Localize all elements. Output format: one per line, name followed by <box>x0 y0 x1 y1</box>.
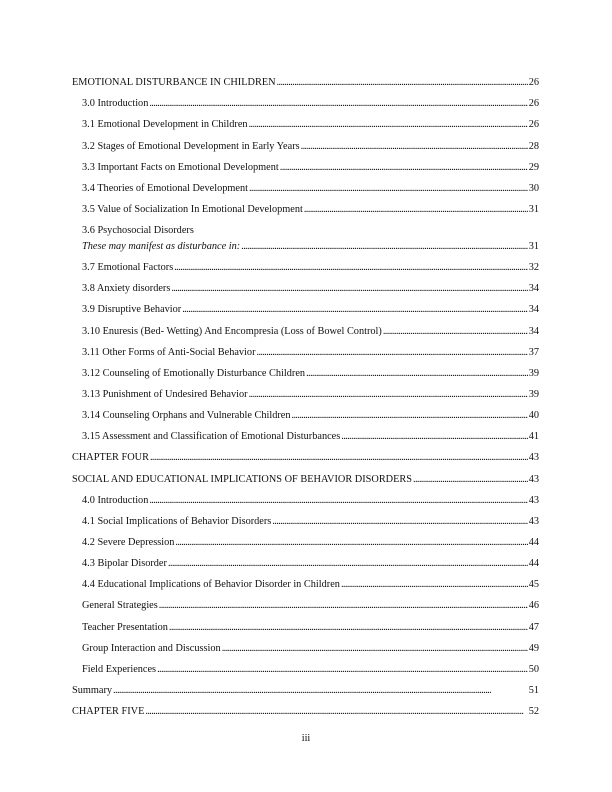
toc-entry-page: 32 <box>528 262 539 274</box>
toc-entry-title: 4.4 Educational Implications of Behavior Disorder in Children <box>82 579 340 591</box>
toc-entry-page: 41 <box>528 431 539 443</box>
toc-entry[interactable] <box>72 549 539 570</box>
toc-entry[interactable] <box>72 401 539 422</box>
toc-entry-page: 31 <box>528 240 539 252</box>
toc-entry-title: 3.13 Punishment of Undesired Behavior <box>82 388 248 400</box>
toc-entry[interactable] <box>72 676 539 697</box>
toc-entry-title: 3.8 Anxiety disorders <box>82 283 171 295</box>
dot-leader <box>222 643 528 655</box>
toc-entry[interactable] <box>72 486 539 507</box>
toc-entry-page: 29 <box>528 161 539 173</box>
toc-entry[interactable] <box>72 359 539 380</box>
dot-leader <box>171 283 527 295</box>
dot-leader <box>292 410 528 422</box>
toc-entry-page: 26 <box>528 77 539 89</box>
toc-entry-page: 31 <box>528 203 539 215</box>
toc-entry-title: 3.10 Enuresis (Bed- Wetting) And Encompresia (Loss of Bowel Control) <box>82 325 382 337</box>
toc-entry-title: SOCIAL AND EDUCATIONAL IMPLICATIONS OF BEHAVIOR DISORDERS <box>72 473 413 485</box>
toc-entry[interactable] <box>72 380 539 401</box>
toc-entry-title: 3.14 Counseling Orphans and Vulnerable Children <box>82 410 291 422</box>
dot-leader <box>341 431 527 443</box>
dot-leader <box>301 141 528 153</box>
toc-entry[interactable] <box>72 295 539 316</box>
toc-entry[interactable] <box>72 443 539 464</box>
toc-entry[interactable] <box>72 507 539 528</box>
toc-entry[interactable] <box>72 591 539 612</box>
toc-entry[interactable] <box>72 131 539 152</box>
toc-entry-page: 52 <box>528 706 539 718</box>
toc-entry-title: 3.12 Counseling of Emotionally Disturbance Children <box>82 367 306 379</box>
dot-leader <box>174 262 527 274</box>
toc-entry-title: Summary <box>72 684 113 696</box>
toc-entry-page: 34 <box>528 325 539 337</box>
toc-entry-title: Field Experiences <box>82 663 157 675</box>
toc-entry-title: EMOTIONAL DISTURBANCE IN CHILDREN <box>72 77 276 89</box>
dot-leader <box>168 558 528 570</box>
toc-entry[interactable] <box>72 68 539 89</box>
toc-entry-page: 44 <box>528 536 539 548</box>
dot-leader <box>175 537 527 549</box>
dot-leader <box>341 579 528 591</box>
toc-entry-subtitle: These may manifest as disturbance in: <box>82 240 241 252</box>
dot-leader <box>113 685 528 697</box>
toc-entry-title: Group Interaction and Discussion <box>82 642 221 654</box>
toc-entry-page: 47 <box>528 621 539 633</box>
toc-entry-title: 4.1 Social Implications of Behavior Disorders <box>82 515 272 527</box>
toc-entry[interactable] <box>72 253 539 274</box>
dot-leader <box>249 389 528 401</box>
toc-entry-page: 30 <box>528 182 539 194</box>
toc-entry-title: 3.11 Other Forms of Anti-Social Behavior <box>82 346 256 358</box>
toc-entry-page: 26 <box>528 98 539 110</box>
toc-entry-title: 4.0 Introduction <box>82 494 149 506</box>
toc-entry-title: 3.2 Stages of Emotional Development in Early Years <box>82 140 300 152</box>
toc-entry-title: 4.3 Bipolar Disorder <box>82 558 167 570</box>
toc-entry[interactable] <box>72 422 539 443</box>
toc-entry-title: 3.1 Emotional Development in Children <box>82 119 248 131</box>
dot-leader <box>249 183 528 195</box>
toc-entry-page: 43 <box>528 494 539 506</box>
dot-leader <box>149 98 527 110</box>
page-number-footer: iii <box>301 733 311 744</box>
toc-entry[interactable] <box>72 153 539 174</box>
dot-leader <box>169 622 528 634</box>
toc-entry-page: 39 <box>528 388 539 400</box>
toc-entry-title: 4.2 Severe Depression <box>82 536 175 548</box>
toc-entry-page: 34 <box>528 283 539 295</box>
toc-entry[interactable] <box>72 274 539 295</box>
toc-entry[interactable] <box>72 570 539 591</box>
toc-entry-title: 3.5 Value of Socialization In Emotional Development <box>82 203 303 215</box>
toc-entry-page: 49 <box>528 642 539 654</box>
dot-leader <box>306 368 528 380</box>
toc-entry[interactable] <box>72 464 539 485</box>
toc-entry[interactable] <box>72 316 539 337</box>
toc-entry[interactable] <box>72 612 539 633</box>
dot-leader <box>149 495 527 507</box>
dot-leader <box>159 600 528 612</box>
dot-leader <box>413 474 528 486</box>
toc-entry[interactable] <box>72 655 539 676</box>
toc-entry[interactable] <box>72 634 539 655</box>
toc-entry-title: 3.6 Psychosocial Disorders <box>82 224 194 236</box>
dot-leader <box>150 452 528 464</box>
dot-leader <box>383 326 528 338</box>
toc-entry[interactable] <box>72 195 539 216</box>
toc-entry-title: 3.9 Disruptive Behavior <box>82 304 182 316</box>
toc-entry[interactable] <box>72 216 539 253</box>
toc-entry-page: 43 <box>528 515 539 527</box>
toc-entry-page: 43 <box>528 452 539 464</box>
toc-entry[interactable] <box>72 338 539 359</box>
table-of-contents <box>72 68 539 718</box>
toc-entry-title: 3.3 Important Facts on Emotional Development <box>82 161 279 173</box>
toc-entry[interactable] <box>72 110 539 131</box>
dot-leader <box>249 119 528 131</box>
dot-leader <box>304 204 528 216</box>
dot-leader <box>272 516 527 528</box>
toc-entry-title: 3.4 Theories of Emotional Development <box>82 182 248 194</box>
toc-entry[interactable] <box>72 89 539 110</box>
toc-entry[interactable] <box>72 528 539 549</box>
toc-entry-page: 45 <box>528 579 539 591</box>
dot-leader <box>145 706 527 718</box>
toc-entry-title: 3.0 Introduction <box>82 98 149 110</box>
toc-entry-title: CHAPTER FIVE <box>72 706 145 718</box>
dot-leader <box>157 664 528 676</box>
toc-entry-page: 46 <box>528 600 539 612</box>
toc-entry-title: General Strategies <box>82 600 158 612</box>
toc-entry-page: 34 <box>528 304 539 316</box>
toc-entry-page: 37 <box>528 346 539 358</box>
toc-entry-page: 50 <box>528 663 539 675</box>
dot-leader <box>241 241 528 253</box>
toc-entry-title: 3.15 Assessment and Classification of Emotional Disturbances <box>82 431 341 443</box>
toc-entry-page: 26 <box>528 119 539 131</box>
toc-entry-title: CHAPTER FOUR <box>72 452 149 464</box>
toc-entry-title: 3.7 Emotional Factors <box>82 262 174 274</box>
dot-leader <box>280 162 528 174</box>
toc-entry-page: 28 <box>528 140 539 152</box>
toc-entry-page: 51 <box>528 684 539 696</box>
toc-entry-page: 43 <box>528 473 539 485</box>
toc-entry[interactable] <box>72 174 539 195</box>
toc-entry-page: 39 <box>528 367 539 379</box>
dot-leader <box>257 347 528 359</box>
toc-entry-title: Teacher Presentation <box>82 621 168 633</box>
dot-leader <box>182 304 527 316</box>
dot-leader <box>277 77 528 89</box>
toc-entry-page: 40 <box>528 410 539 422</box>
toc-entry-page: 44 <box>528 558 539 570</box>
toc-entry[interactable] <box>72 697 539 718</box>
